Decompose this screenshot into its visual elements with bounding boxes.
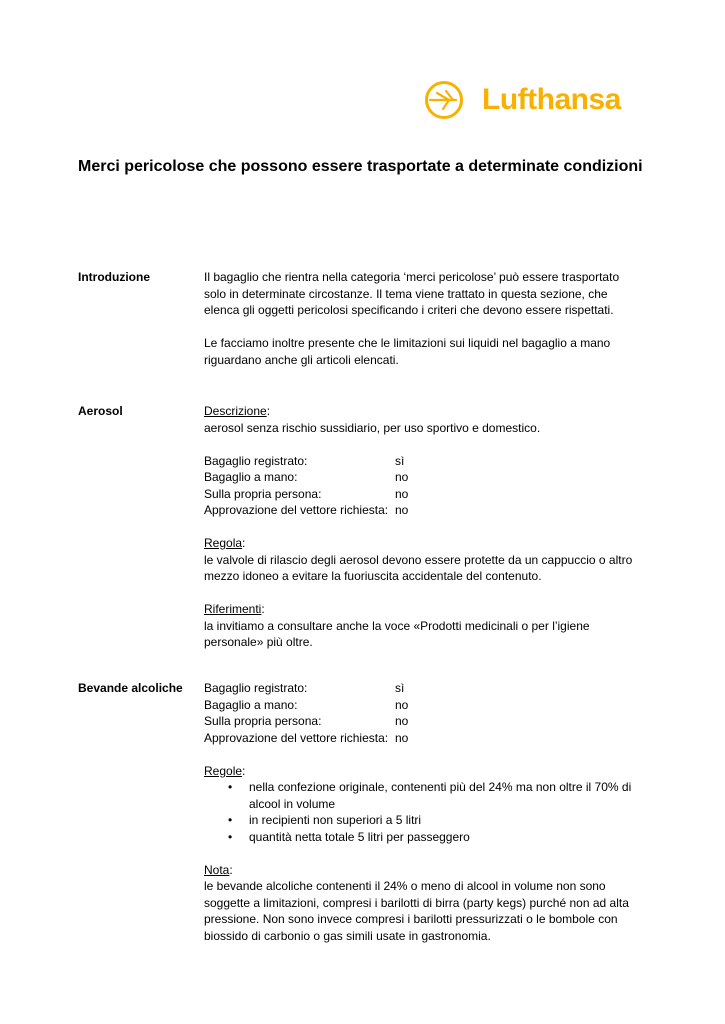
- alcohol-rules-list: [204, 779, 644, 845]
- section-intro: [204, 269, 644, 368]
- alcohol-note-text: le bevande alcoliche contenenti il 24% o meno di alcool in volume non sono soggette a limitazioni, compresi i barilotti di birra (party kegs) purché non ad alta pressione. Non sono invece compresi i barilotti pressurizzati o le bombole con biossido di carbonio o gas simili usate in gastronomia.: [204, 879, 629, 943]
- list-item: • in recipienti non superiori a 5 litri: [204, 812, 644, 829]
- alcohol-note-heading: Nota:: [204, 862, 233, 877]
- aerosol-description-text: aerosol senza rischio sussidiario, per uso sportivo e domestico.: [204, 420, 541, 435]
- table-row: Bagaglio a mano: no: [204, 697, 409, 712]
- aerosol-rule-text: le valvole di rilascio degli aerosol devono essere protette da un cappuccio o altro mezzo idoneo a evitare la fuoriuscita accidentale del contenuto.: [204, 552, 633, 583]
- table-row: Sulla propria persona: no: [204, 486, 409, 501]
- table-row: Approvazione del vettore richiesta: no: [204, 730, 409, 745]
- list-item: • nella confezione originale, contenenti più del 24% ma non oltre il 70% di alcool in volume: [204, 779, 644, 812]
- crane-logo-icon: [424, 80, 464, 120]
- section-label-alcohol: Bevande alcoliche: [78, 681, 183, 695]
- alcohol-conditions-table: [204, 680, 644, 746]
- section-aerosol: [204, 403, 644, 651]
- page-title: Merci pericolose che possono essere trasportate a determinate condizioni: [78, 158, 643, 175]
- aerosol-description-heading: Descrizione:: [204, 404, 271, 418]
- table-row: Bagaglio a mano: no: [204, 470, 409, 484]
- aerosol-references-text: la invitiamo a consultare anche la voce «Prodotti medicinali o per l’igiene personale» più oltre.: [204, 618, 590, 649]
- brand-name: Lufthansa: [482, 83, 621, 116]
- table-row: Bagaglio registrato: sì: [204, 453, 405, 468]
- lufthansa-logo: [424, 80, 621, 120]
- table-row: Bagaglio registrato: sì: [204, 681, 405, 695]
- alcohol-rules-heading: Regole:: [204, 763, 246, 778]
- intro-paragraph-2: Le facciamo inoltre presente che le limitazioni sui liquidi nel bagaglio a mano riguardano anche gli articoli elencati.: [204, 336, 611, 367]
- section-label-intro: Introduzione: [78, 270, 150, 284]
- aerosol-references-heading: Riferimenti:: [204, 602, 265, 616]
- section-label-aerosol: Aerosol: [78, 404, 123, 418]
- table-row: Sulla propria persona: no: [204, 714, 409, 728]
- aerosol-rule-heading: Regola:: [204, 536, 246, 550]
- aerosol-conditions-table: [204, 453, 644, 519]
- section-alcohol: [204, 680, 644, 944]
- intro-paragraph-1: Il bagaglio che rientra nella categoria ‘merci pericolose’ può essere trasportato solo in determinate circostanze. Il tema viene trattato in questa sezione, che elenca gli oggetti pericolosi specificando i criteri che devono essere rispettati.: [204, 270, 620, 317]
- table-row: Approvazione del vettore richiesta: no: [204, 503, 409, 517]
- list-item: • quantità netta totale 5 litri per passeggero: [204, 829, 644, 846]
